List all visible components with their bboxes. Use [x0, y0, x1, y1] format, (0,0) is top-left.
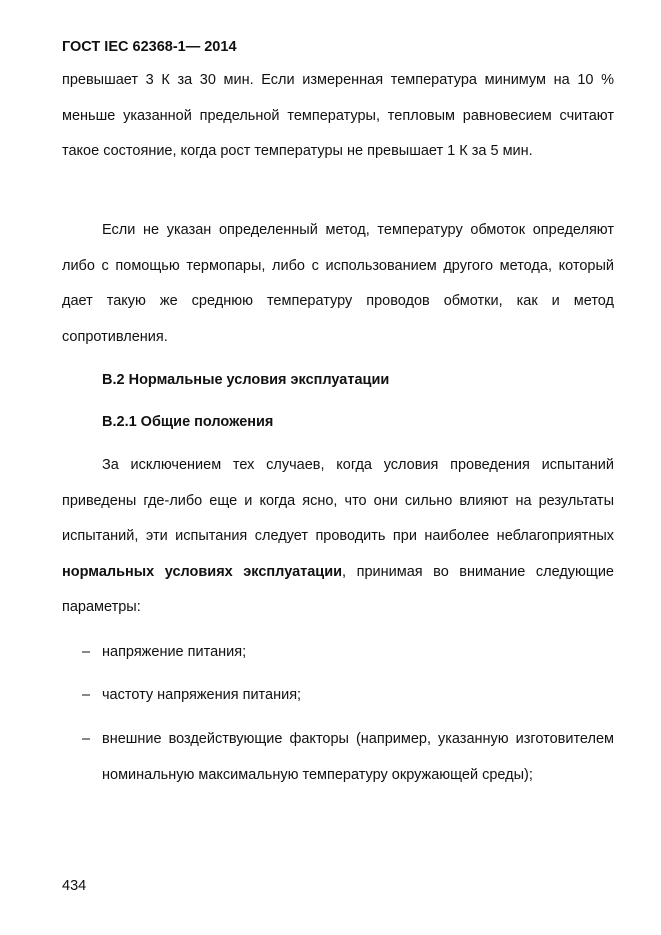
list-item-text: напряжение питания;: [102, 644, 247, 660]
page-number: 434: [62, 878, 87, 894]
dash-bullet-icon: –: [82, 731, 91, 747]
list-item: [62, 635, 614, 671]
dash-bullet-icon: –: [82, 687, 91, 703]
list-item-text: частоту напряжения питания;: [102, 687, 302, 703]
paragraph-text-end: , принимая во внимание следующие параметры:: [62, 563, 614, 616]
list-item-text: внешние воздействующие факторы (например, указанную изготовителем номинальную максимальную температуру окружающей среды);: [102, 731, 614, 783]
list-item: [62, 722, 614, 793]
paragraph-text-start: За исключением тех случаев, когда условия проведения испытаний приведены где-либо еще и когда ясно, что они сильно влияют на результаты испытаний, эти испытания следует проводить при наиболее неблагоприятных: [62, 457, 614, 545]
list-item: [62, 678, 614, 714]
document-header: ГОСТ IEC 62368-1— 2014: [62, 39, 237, 55]
bold-term-normal-conditions: нормальных условиях эксплуатации: [62, 563, 343, 580]
dash-bullet-icon: –: [82, 644, 91, 660]
subsection-heading-general: В.2.1 Общие положения: [102, 414, 274, 430]
paragraph-thermal-equilibrium: превышает 3 К за 30 мин. Если измеренная температура минимум на 10 % меньше указанной предельной температуры, тепловым равновесием считают такое состояние, когда рост температуры не превышает 1 К за 5 мин.: [62, 72, 614, 160]
section-heading-normal-conditions: В.2 Нормальные условия эксплуатации: [102, 372, 390, 388]
paragraph-winding-temperature: Если не указан определенный метод, температуру обмоток определяют либо с помощью термопары, либо с использованием другого метода, который дает такую же среднюю температуру проводов обмотки, как и метод сопротивления.: [62, 222, 614, 345]
paragraph-test-conditions: [62, 448, 614, 626]
